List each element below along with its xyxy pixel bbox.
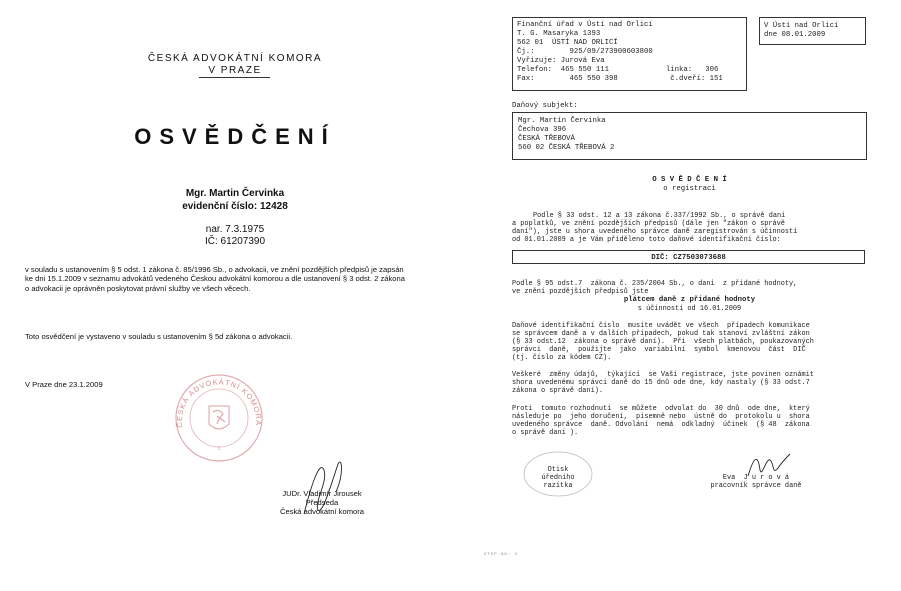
para3-line-0: Daňové identifikační číslo musíte uvádět ve všech případech komunikace — [512, 322, 810, 330]
para2-line-1: ve znění pozdějších předpisů jste — [512, 288, 649, 296]
para1-line-3: od 01.01.2009 a je Vám přiděleno toto daňové identifikační číslo: — [512, 236, 781, 244]
para1-line-2: daní"), jste u shora uvedeného správce daně zaregistrován s účinností — [512, 228, 798, 236]
signer-role: Předseda — [305, 498, 339, 507]
office-line-5: Telefon: 465 550 111 linka: 306 — [517, 66, 719, 74]
place-and-date: V Praze dne 23.1.2009 — [25, 380, 103, 389]
chamber-name: ČESKÁ ADVOKÁTNÍ KOMORA — [147, 53, 323, 64]
date-line-1: dne 08.01.2009 — [764, 31, 826, 39]
office-line-6: Fax: 465 550 398 č.dveří: 151 — [517, 75, 723, 83]
para3-line-3: správci daně, použijte jako variabilní symbol kmenovou část DIČ — [512, 346, 806, 354]
para1-line-1: a poplatků, ve znění pozdějších předpisů (dále jen "zákon o správě — [512, 220, 785, 228]
date-line-0: V Ústí nad Orlicí — [764, 22, 839, 30]
subject-line-3: 560 02 ČESKÁ TŘEBOVÁ 2 — [518, 144, 615, 152]
tax-office-box — [512, 17, 747, 91]
subject-line-1: Čechova 396 — [518, 126, 567, 134]
para4-line-0: Veškeré změny údajů, týkající se Vaší registrace, jste povinen oznámit — [512, 371, 814, 379]
subject-line-2: ČESKÁ TŘEBOVÁ — [518, 135, 575, 143]
issued-note: Toto osvědčení je vystaveno v souladu s ustanovením § 5d zákona o advokacii. — [25, 332, 293, 341]
person-name: Mgr. Martin Červinka — [185, 188, 285, 199]
official-name: Eva J u r o v á — [722, 474, 790, 482]
para2-line-0: Podle § 95 odst.7 zákona č. 235/2004 Sb., o dani z přidané hodnoty, — [512, 280, 798, 288]
company-id: IČ: 61207390 — [204, 236, 266, 247]
office-line-0: Finanční úřad v Ústí nad Orlicí — [517, 21, 653, 29]
body-paragraph: v souladu s ustanovením § 5 odst. 1 zákona č. 85/1996 Sb., o advokacii, ve znění pozdějších předpisů je zapsán ke dni 15.1.2009 v seznamu advokátů vedeného Českou advokátní komorou a dle ustanovení § 3 odst. 2 zákona o advokacii je oprávněn poskytovat právní služby ve všech věcech. — [25, 265, 405, 293]
office-line-3: Čj.: 925/09/273900603800 — [517, 48, 653, 56]
stamp-number: 1 — [217, 446, 221, 452]
chamber-city: V PRAZE — [208, 65, 262, 76]
stamp-text: ČESKÁ ADVOKÁTNÍ KOMORA — [174, 377, 264, 428]
para5-line-2: uvedeného správce daně. Odvolání nemá odkladný účinek (§ 48 zákona — [512, 421, 810, 429]
dic-value: DIČ: CZ7503073688 — [651, 254, 726, 262]
birth-date: nar. 7.3.1975 — [205, 224, 265, 235]
registration-number: evidenční číslo: 12428 — [182, 201, 288, 212]
subject-line-0: Mgr. Martin Červinka — [518, 117, 606, 125]
certificate-subtitle: o registraci — [663, 185, 716, 193]
office-line-1: T. G. Masaryka 1393 — [517, 30, 601, 38]
vat-payer-date: s účinností od 16.01.2009 — [637, 305, 742, 313]
subject-label: Daňový subjekt: — [512, 102, 578, 110]
certificate-title: O S V Ě D Č E N Í — [652, 176, 727, 184]
office-line-4: Vyřizuje: Jurová Eva — [517, 57, 605, 65]
para4-line-2: zákona o správě daní). — [512, 387, 603, 395]
para4-line-1: shora uvedenému správci daně do 15 dnů ode dne, kdy nastaly (§ 33 odst.7 — [512, 379, 810, 387]
page-title: OSVĚDČENÍ — [134, 124, 336, 149]
official-role: pracovník správce daně — [710, 482, 802, 490]
stamp-placeholder-2: razítka — [543, 482, 573, 490]
page-footer: STOP NO: 2 — [484, 553, 519, 557]
vat-payer: plátcem daně z přidané hodnoty — [623, 296, 756, 304]
chamber-stamp — [173, 372, 265, 464]
para3-line-1: se správcem daně a v dalších případech, pokud tak stanoví zvláštní zákon — [512, 330, 810, 338]
office-line-2: 562 01 ÚSTÍ NAD ORLICÍ — [517, 39, 618, 47]
para5-line-3: o správě daní ). — [512, 429, 579, 437]
para5-line-1: následuje po jeho doručení, písemně nebo ústně do protokolu u shora — [512, 413, 810, 421]
subject-box — [512, 112, 867, 160]
signer-name: JUDr. Vladimír Jirousek — [282, 489, 362, 498]
para3-line-4: (tj. číslo za kódem CZ). — [512, 354, 612, 362]
para5-line-0: Proti tomuto rozhodnutí se můžete odvolat do 30 dnů ode dne, který — [512, 405, 810, 413]
stamp-placeholder-0: Otisk — [547, 466, 569, 474]
stamp-placeholder-1: úředního — [541, 474, 575, 482]
dic-box — [512, 250, 865, 264]
header-underline — [199, 77, 270, 78]
signer-organization: Česká advokátní komora — [280, 507, 364, 516]
para1-line-0: Podle § 33 odst. 12 a 13 zákona č.337/1992 Sb., o správě daní — [533, 212, 786, 220]
date-box — [759, 17, 866, 45]
para3-line-2: (§ 33 odst.12 zákona o správě daní). Při všech platbách, poukazovaných — [512, 338, 814, 346]
